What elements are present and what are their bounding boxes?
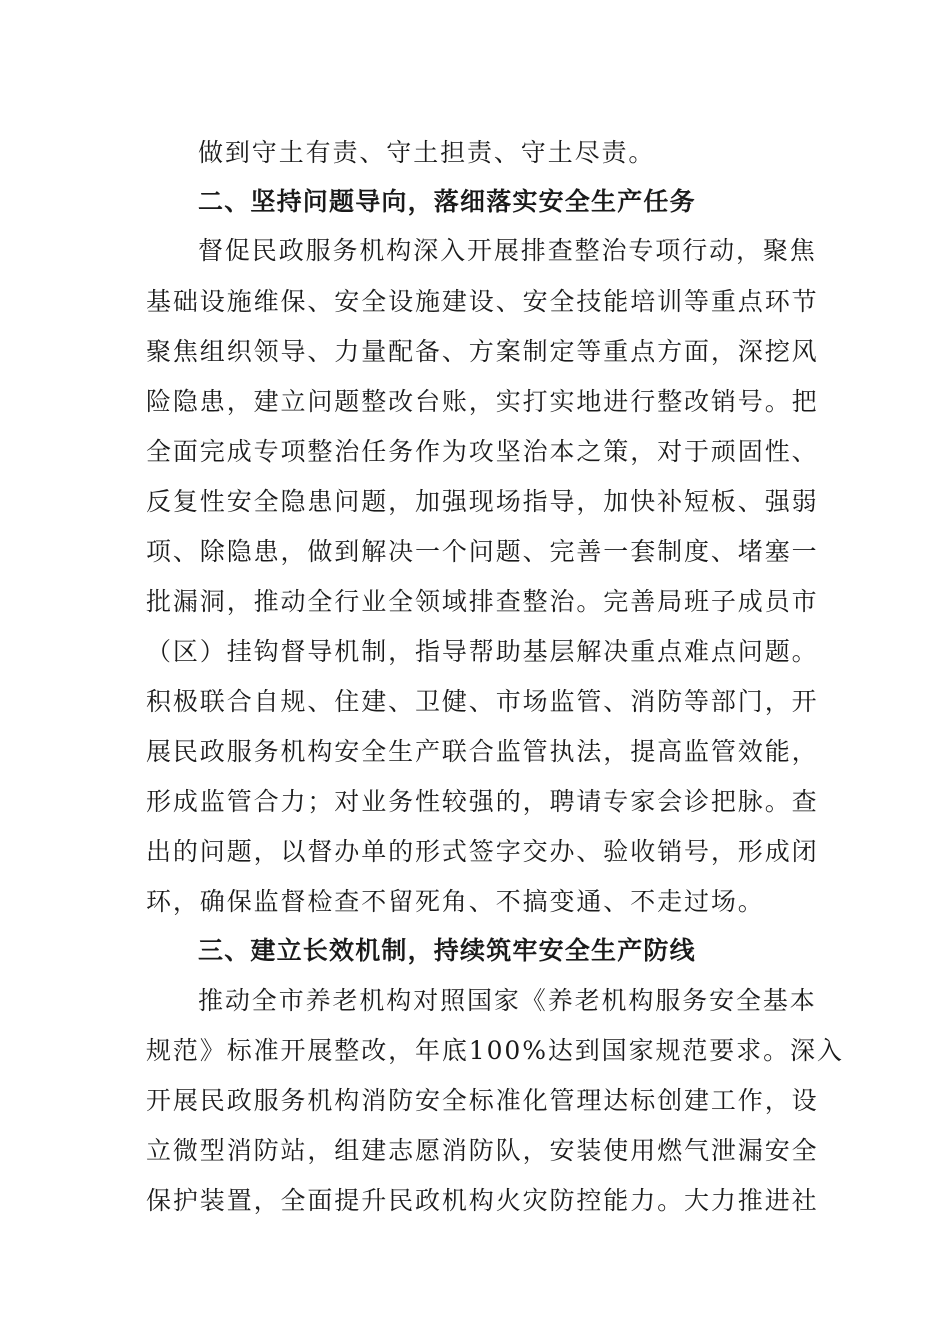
paragraph-line: 规范》标准开展整改，年底100%达到国家规范要求。深入 <box>146 1036 844 1065</box>
paragraph-line: 聚焦组织领导、力量配备、方案制定等重点方面，深挖风 <box>146 337 819 366</box>
paragraph-line: 做到守土有责、守土担责、守土尽责。 <box>198 138 656 167</box>
paragraph-line: 基础设施维保、安全设施建设、安全技能培训等重点环节 <box>146 287 819 316</box>
paragraph-line: 保护装置，全面提升民政机构火灾防控能力。大力推进社 <box>146 1186 819 1215</box>
paragraph-line: 环，确保监督检查不留死角、不搞变通、不走过场。 <box>146 887 765 916</box>
paragraph-line: 推动全市养老机构对照国家《养老机构服务安全基本 <box>198 986 817 1015</box>
paragraph-line: 项、除隐患，做到解决一个问题、完善一套制度、堵塞一 <box>146 537 819 566</box>
paragraph-line: 形成监管合力；对业务性较强的，聘请专家会诊把脉。查 <box>146 787 819 816</box>
section-heading-3: 三、建立长效机制，持续筑牢安全生产防线 <box>198 936 696 965</box>
paragraph-line: 开展民政服务机构消防安全标准化管理达标创建工作，设 <box>146 1086 819 1115</box>
paragraph-line: （区）挂钩督导机制，指导帮助基层解决重点难点问题。 <box>146 637 819 666</box>
paragraph-line: 险隐患，建立问题整改台账，实打实地进行整改销号。把 <box>146 387 819 416</box>
section-heading-2: 二、坚持问题导向，落细落实安全生产任务 <box>198 187 696 216</box>
paragraph-line: 全面完成专项整治任务作为攻坚治本之策，对于顽固性、 <box>146 437 819 466</box>
paragraph-line: 批漏洞，推动全行业全领域排查整治。完善局班子成员市 <box>146 587 819 616</box>
paragraph-line: 立微型消防站，组建志愿消防队，安装使用燃气泄漏安全 <box>146 1136 819 1165</box>
paragraph-line: 出的问题，以督办单的形式签字交办、验收销号，形成闭 <box>146 837 819 866</box>
paragraph-line: 积极联合自规、住建、卫健、市场监管、消防等部门，开 <box>146 687 819 716</box>
paragraph-line: 反复性安全隐患问题，加强现场指导，加快补短板、强弱 <box>146 487 819 516</box>
paragraph-line: 展民政服务机构安全生产联合监管执法，提高监管效能， <box>146 737 819 766</box>
paragraph-line: 督促民政服务机构深入开展排查整治专项行动，聚焦 <box>198 236 817 265</box>
